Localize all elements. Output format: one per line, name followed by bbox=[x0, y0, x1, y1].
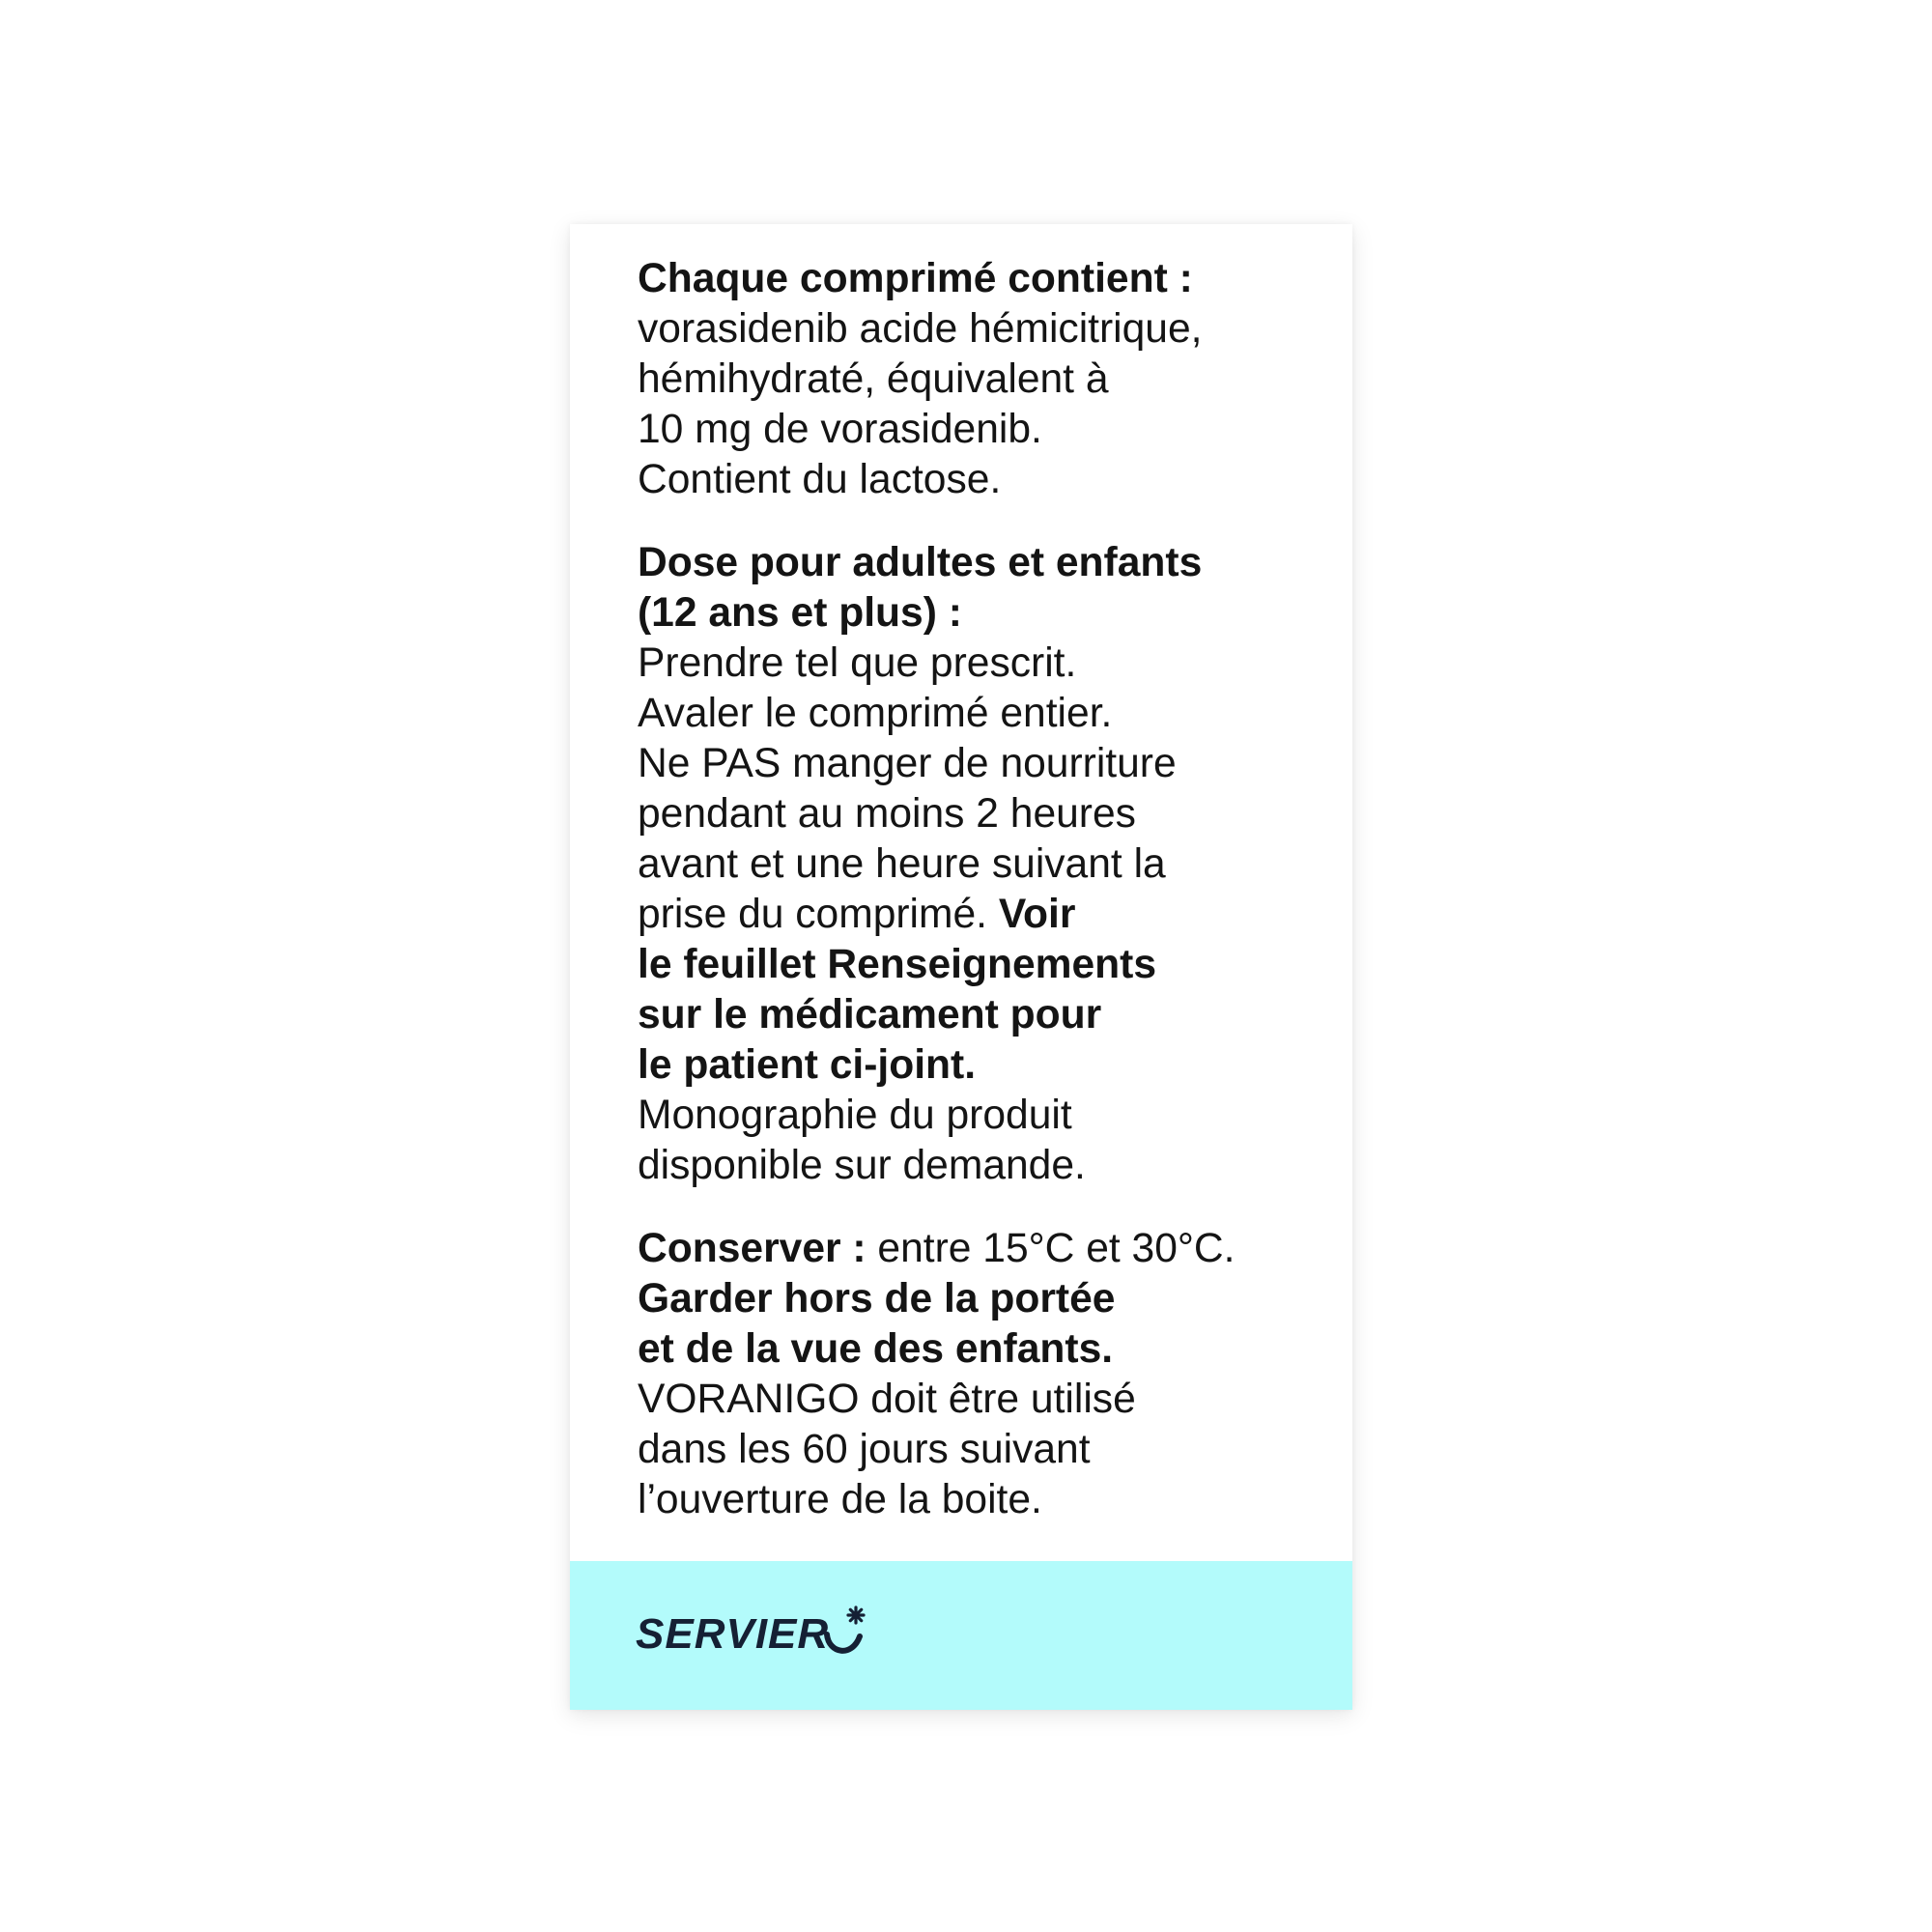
leaflet-reference: Voir bbox=[998, 891, 1076, 937]
composition-line: hémihydraté, équivalent à bbox=[638, 355, 1109, 402]
brand-name: SERVIER bbox=[636, 1610, 830, 1658]
dosage-line: Prendre tel que prescrit. bbox=[638, 639, 1077, 686]
child-warning: Garder hors de la portée bbox=[638, 1275, 1116, 1321]
leaflet-reference: le feuillet Renseignements bbox=[638, 941, 1157, 987]
lactose-note: Contient du lactose. bbox=[638, 456, 1002, 502]
monograph-note: Monographie du produit bbox=[638, 1092, 1072, 1138]
servier-star-smile-icon bbox=[823, 1605, 867, 1662]
composition-line: 10 mg de vorasidenib. bbox=[638, 406, 1042, 452]
dosage-line: Ne PAS manger de nourriture bbox=[638, 740, 1177, 786]
composition-section bbox=[638, 253, 1326, 504]
usage-period-line: VORANIGO doit être utilisé bbox=[638, 1376, 1136, 1422]
dosage-line: Avaler le comprimé entier. bbox=[638, 690, 1113, 736]
leaflet-reference: sur le médicament pour bbox=[638, 991, 1102, 1037]
dosage-heading-age: (12 ans et plus) : bbox=[638, 589, 962, 636]
dosage-section bbox=[638, 537, 1326, 1190]
label-panel bbox=[570, 224, 1352, 1710]
label-text bbox=[638, 253, 1326, 1524]
dosage-line: pendant au moins 2 heures bbox=[638, 790, 1136, 837]
usage-period-line: dans les 60 jours suivant bbox=[638, 1426, 1091, 1472]
child-warning: et de la vue des enfants. bbox=[638, 1325, 1114, 1372]
leaflet-reference: le patient ci-joint. bbox=[638, 1041, 977, 1088]
usage-period-line: l’ouverture de la boite. bbox=[638, 1476, 1042, 1522]
storage-temperature: entre 15°C et 30°C. bbox=[877, 1225, 1236, 1271]
footer-band bbox=[570, 1561, 1352, 1710]
dosage-line: prise du comprimé. bbox=[638, 891, 987, 937]
servier-logo bbox=[636, 1605, 867, 1656]
storage-heading: Conserver : bbox=[638, 1225, 867, 1271]
storage-section bbox=[638, 1223, 1326, 1524]
monograph-note: disponible sur demande. bbox=[638, 1142, 1086, 1188]
composition-heading: Chaque comprimé contient : bbox=[638, 255, 1193, 301]
composition-line: vorasidenib acide hémicitrique, bbox=[638, 305, 1203, 352]
dosage-line: avant et une heure suivant la bbox=[638, 840, 1166, 887]
dosage-heading: Dose pour adultes et enfants bbox=[638, 539, 1203, 585]
